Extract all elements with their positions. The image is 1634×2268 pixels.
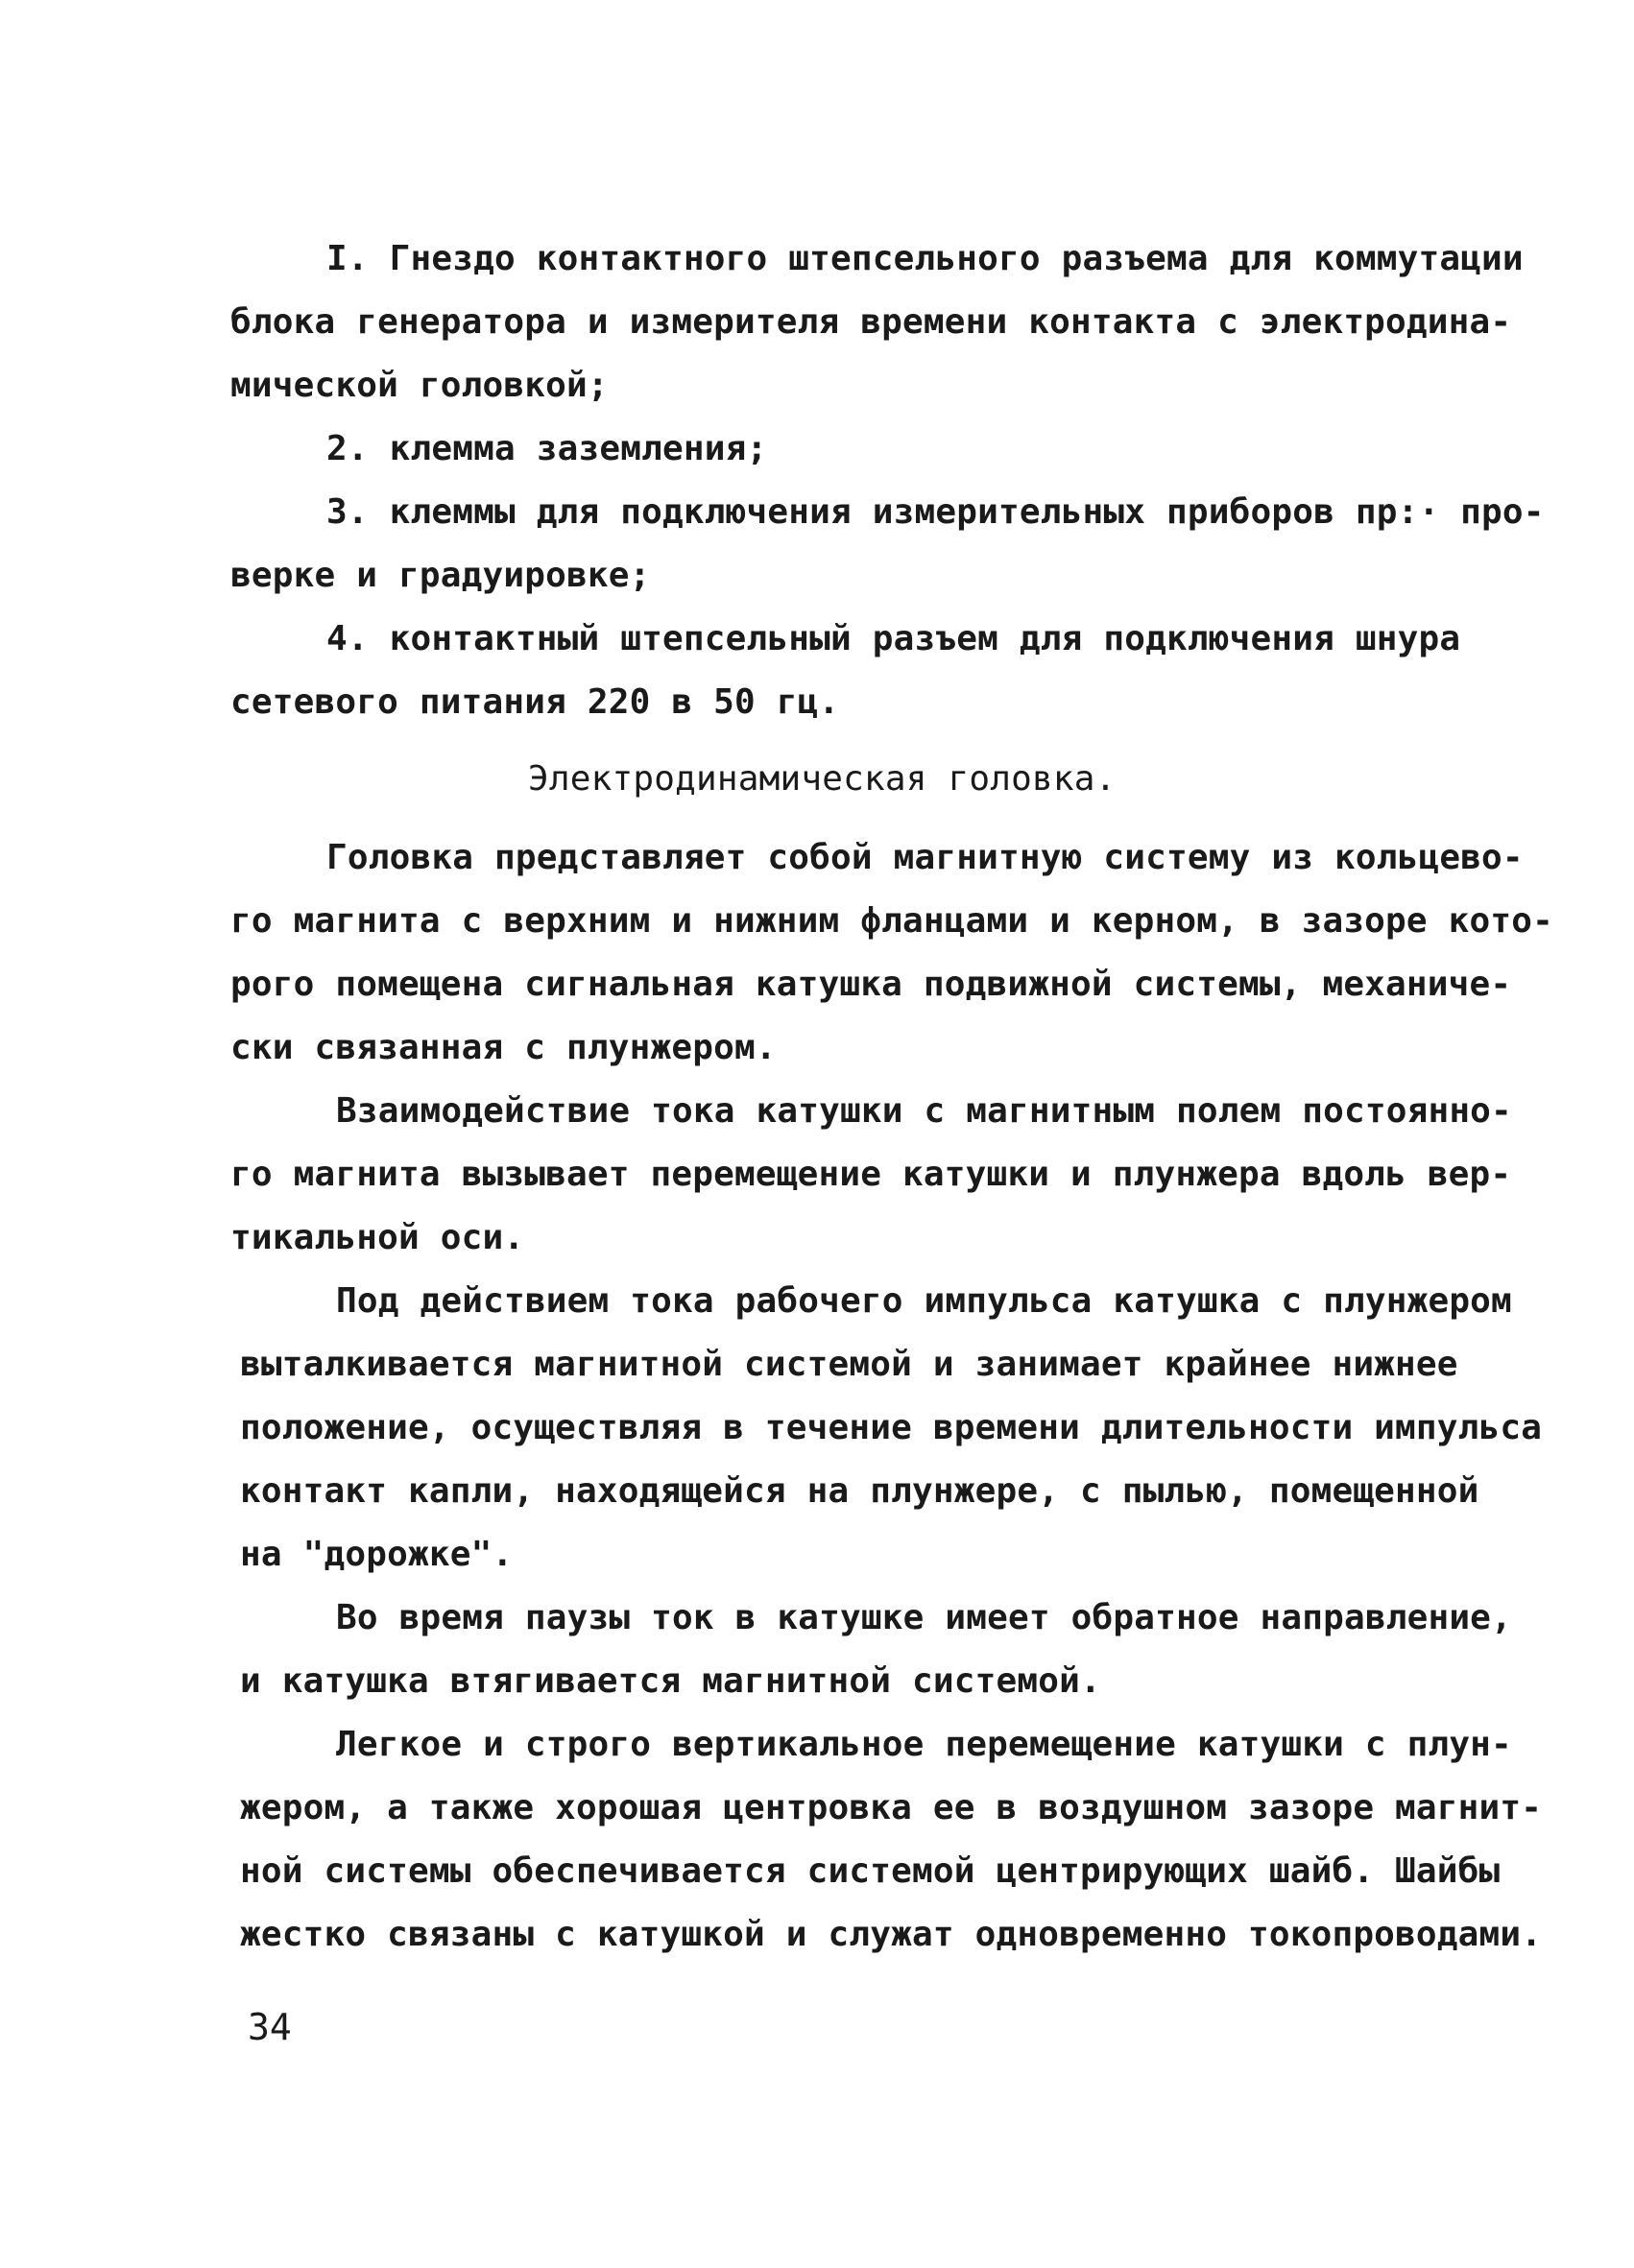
text-line: го магнита вызывает перемещение катушки и плунжера вдоль вер- (230, 1155, 1512, 1194)
text-line: Взаимодействие тока катушки с магнитным полем постоянно- (336, 1091, 1512, 1131)
text-line: жестко связаны с катушкой и служат одновременно токопроводами. (240, 1915, 1543, 1954)
text-line: 3. клеммы для подключения измерительных приборов пр:· про- (326, 492, 1545, 532)
text-line: го магнита с верхним и нижним фланцами и керном, в зазоре кото- (230, 901, 1554, 941)
text-line: положение, осуществляя в течение времени длительности импульса (240, 1408, 1543, 1447)
text-line: 2. клемма заземления; (326, 429, 768, 468)
text-line: Под действием тока рабочего импульса катушка с плунжером (336, 1281, 1512, 1321)
text-line: мической головкой; (230, 366, 609, 405)
text-line: выталкивается магнитной системой и занимает крайнее нижнее (240, 1345, 1458, 1384)
text-line: верке и градуировке; (230, 556, 651, 595)
text-line: и катушка втягивается магнитной системой. (240, 1661, 1101, 1701)
text-line: на "дорожке". (240, 1535, 514, 1574)
text-line: I. Гнездо контактного штепсельного разъема для коммутации (326, 239, 1524, 278)
text-line: Легкое и строго вертикальное перемещение катушки с плун- (336, 1725, 1512, 1764)
text-line: жером, а также хорошая центровка ее в воздушном зазоре магнит- (240, 1788, 1543, 1827)
text-line: ски связанная с плунжером. (230, 1028, 777, 1067)
text-line: блока генератора и измерителя времени контакта с электродина- (230, 302, 1512, 342)
text-line: Во время паузы ток в катушке имеет обратное направление, (336, 1598, 1512, 1637)
text-line: рого помещена сигнальная катушка подвижной системы, механиче- (230, 965, 1512, 1004)
text-line: Головка представляет собой магнитную систему из кольцево- (326, 838, 1524, 877)
section-heading: Электродинамическая головка. (528, 759, 1117, 799)
page-number: 34 (248, 2006, 292, 2048)
text-line: 4. контактный штепсельный разъем для подключения шнура (326, 619, 1461, 658)
text-line: ной системы обеспечивается системой центрирующих шайб. Шайбы (240, 1851, 1501, 1891)
text-line: контакт капли, находящейся на плунжере, с пылью, помещенной (240, 1471, 1479, 1511)
text-line: сетевого питания 220 в 50 гц. (230, 682, 840, 722)
text-line: тикальной оси. (230, 1218, 525, 1257)
